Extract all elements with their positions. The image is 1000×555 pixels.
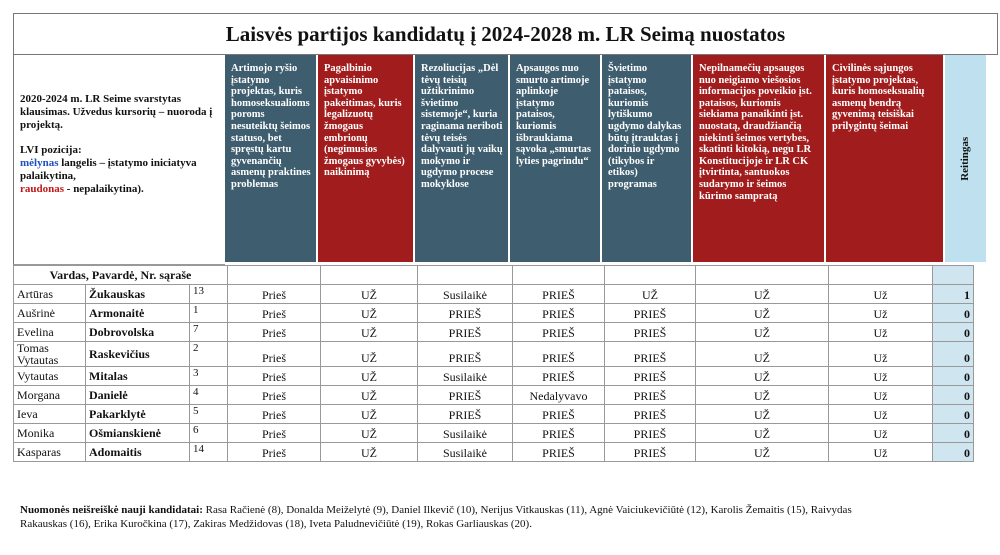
rating-cell: 0 xyxy=(933,443,974,462)
candidate-list-number: 6 xyxy=(190,424,228,443)
question-header-7[interactable]: Civilinės sąjungos įstatymo projektas, kuris homoseksualių asmenų bendrą gyvenimą teisiškai prilygintų šeimai xyxy=(826,55,943,262)
title-box xyxy=(13,13,998,55)
footer-text-1: Rasa Račienė (8), Donalda Meiželytė (9), Daniel Ilkevič (10), Nerijus Vitkauskas (11), Agnė Vaiciukevičiūtė (12), Karolis Žemaitis (15), Raivydas xyxy=(202,504,852,516)
candidate-last-name: Adomaitis xyxy=(86,443,190,462)
vote-cell: PRIEŠ xyxy=(513,342,605,367)
question-header-6[interactable]: Nepilnamečių apsaugos nuo neigiamo viešosios informacijos poveikio įst. pataisos, kuriomis siekiama panaikinti įst. nuostatą, draudžiančią niekinti šeimos vertybes, skatinti kitokią, negu LR Konstitucijoje ir LR CK įtvirtinta, santuokos sudarymo ir šeimos kūrimo sampratą xyxy=(693,55,824,262)
question-header-1[interactable]: Artimojo ryšio įstatymo projektas, kuris homoseksualioms poroms nesuteiktų šeimos statuso, bet spręstų kartu gyvenančių asmenų praktines problemas xyxy=(225,55,316,262)
vote-cell: UŽ xyxy=(605,285,696,304)
vote-cell: UŽ xyxy=(321,443,418,462)
vote-cell: Už xyxy=(829,342,933,367)
candidate-first-name: Tomas Vytautas xyxy=(14,342,86,367)
table-row xyxy=(14,386,974,405)
candidate-list-number: 1 xyxy=(190,304,228,323)
vote-cell: PRIEŠ xyxy=(513,323,605,342)
candidates-table xyxy=(13,265,974,462)
candidate-last-name: Žukauskas xyxy=(86,285,190,304)
vote-cell: Prieš xyxy=(228,304,321,323)
vote-cell: PRIEŠ xyxy=(513,367,605,386)
footer-label: Nuomonės neišreiškė nauji kandidatai: xyxy=(20,504,203,516)
rating-cell: 0 xyxy=(933,304,974,323)
names-header-row xyxy=(14,266,974,285)
page-title: Laisvės partijos kandidatų į 2024-2028 m. LR Seimą nuostatos xyxy=(225,21,786,46)
vote-cell: UŽ xyxy=(321,323,418,342)
question-header-5[interactable]: Švietimo įstatymo pataisos, kuriomis lytiškumo ugdymo dalykas būtų įtrauktas į dorinio ugdymo (tikybos ir etikos) programas xyxy=(602,55,691,262)
candidate-first-name: Monika xyxy=(14,424,86,443)
candidate-first-name: Vytautas xyxy=(14,367,86,386)
vote-cell: Susilaikė xyxy=(418,285,513,304)
vote-cell: Susilaikė xyxy=(418,367,513,386)
vote-cell: Prieš xyxy=(228,342,321,367)
vote-cell: UŽ xyxy=(696,323,829,342)
vote-cell: Už xyxy=(829,424,933,443)
vote-cell: UŽ xyxy=(696,367,829,386)
vote-cell: Nedalyvavo xyxy=(513,386,605,405)
vote-cell: UŽ xyxy=(696,285,829,304)
legend-blue-word: mėlynas xyxy=(20,157,59,169)
vote-cell: UŽ xyxy=(321,285,418,304)
vote-cell: PRIEŠ xyxy=(418,323,513,342)
candidate-first-name: Evelina xyxy=(14,323,86,342)
vote-cell: PRIEŠ xyxy=(605,342,696,367)
vote-cell: PRIEŠ xyxy=(605,443,696,462)
candidate-list-number: 5 xyxy=(190,405,228,424)
rating-header xyxy=(945,55,986,262)
rating-cell: 0 xyxy=(933,367,974,386)
document-frame xyxy=(13,13,1000,480)
rating-cell: 0 xyxy=(933,386,974,405)
vote-cell: PRIEŠ xyxy=(605,304,696,323)
vote-cell: UŽ xyxy=(696,424,829,443)
vote-cell: PRIEŠ xyxy=(513,285,605,304)
candidate-list-number: 3 xyxy=(190,367,228,386)
candidate-last-name: Ošmianskienė xyxy=(86,424,190,443)
candidate-first-name: Ieva xyxy=(14,405,86,424)
rating-label: Reitingas xyxy=(958,136,971,181)
table-row xyxy=(14,367,974,386)
vote-cell: PRIEŠ xyxy=(605,405,696,424)
vote-cell: PRIEŠ xyxy=(605,367,696,386)
vote-cell: Prieš xyxy=(228,386,321,405)
vote-cell: Už xyxy=(829,304,933,323)
footer-line-2: Rakauskas (16), Erika Kuročkina (17), Zakiras Medžidovas (18), Iveta Paludnevičiūtė (19), Rokas Garliauskas (20). xyxy=(20,518,532,530)
legend-label: LVI pozicija: xyxy=(20,144,82,156)
vote-cell: Prieš xyxy=(228,367,321,386)
rating-cell: 0 xyxy=(933,424,974,443)
vote-cell: UŽ xyxy=(696,304,829,323)
header-row xyxy=(13,55,998,265)
candidate-last-name: Raskevičius xyxy=(86,342,190,367)
question-header-2[interactable]: Pagalbinio apvaisinimo įstatymo pakeitimas, kuris legalizuotų žmogaus embrionų (negimusios žmogaus gyvybės) naikinimą xyxy=(318,55,413,262)
vote-cell: Už xyxy=(829,285,933,304)
vote-cell: PRIEŠ xyxy=(513,405,605,424)
table-row xyxy=(14,323,974,342)
vote-cell: UŽ xyxy=(321,342,418,367)
vote-cell: UŽ xyxy=(321,304,418,323)
table-row xyxy=(14,342,974,367)
vote-cell: Už xyxy=(829,386,933,405)
question-header-4[interactable]: Apsaugos nuo smurto artimoje aplinkoje įstatymo pataisos, kuriomis išbraukiama sąvoka „smurtas lyties pagrindu“ xyxy=(510,55,600,262)
legend-red-word: raudonas xyxy=(20,183,65,195)
vote-cell: PRIEŠ xyxy=(418,405,513,424)
vote-cell: UŽ xyxy=(696,386,829,405)
vote-cell: PRIEŠ xyxy=(605,386,696,405)
question-header-3[interactable]: Rezoliucijas „Dėl tėvų teisių užtikrinimo švietimo sistemoje“, kuria raginama neriboti tėvų teisės dalyvauti jų vaikų mokymo ir ugdymo procese mokyklose xyxy=(415,55,508,262)
vote-cell: Prieš xyxy=(228,285,321,304)
candidate-list-number: 7 xyxy=(190,323,228,342)
vote-cell: PRIEŠ xyxy=(513,424,605,443)
vote-cell: Susilaikė xyxy=(418,424,513,443)
candidate-list-number: 4 xyxy=(190,386,228,405)
legend xyxy=(20,144,221,196)
vote-cell: Už xyxy=(829,443,933,462)
vote-cell: Prieš xyxy=(228,443,321,462)
table-row xyxy=(14,424,974,443)
table-row xyxy=(14,285,974,304)
vote-cell: Už xyxy=(829,405,933,424)
vote-cell: UŽ xyxy=(321,386,418,405)
footer-note xyxy=(20,503,1000,531)
vote-cell: Prieš xyxy=(228,424,321,443)
vote-cell: PRIEŠ xyxy=(605,323,696,342)
candidate-list-number: 13 xyxy=(190,285,228,304)
legend-red-text: - nepalaikytina). xyxy=(64,183,144,195)
vote-cell: PRIEŠ xyxy=(605,424,696,443)
vote-cell: Susilaikė xyxy=(418,443,513,462)
vote-cell: UŽ xyxy=(321,405,418,424)
candidate-last-name: Armonaitė xyxy=(86,304,190,323)
names-header: Vardas, Pavardė, Nr. sąraše xyxy=(14,266,228,285)
candidate-first-name: Artūras xyxy=(14,285,86,304)
vote-cell: PRIEŠ xyxy=(418,342,513,367)
rating-cell: 0 xyxy=(933,342,974,367)
candidate-list-number: 2 xyxy=(190,342,228,367)
candidate-last-name: Mitalas xyxy=(86,367,190,386)
candidate-last-name: Dobrovolska xyxy=(86,323,190,342)
vote-cell: Už xyxy=(829,367,933,386)
intro-text xyxy=(13,55,225,265)
rating-cell: 1 xyxy=(933,285,974,304)
vote-cell: PRIEŠ xyxy=(418,386,513,405)
candidate-first-name: Kasparas xyxy=(14,443,86,462)
vote-cell: UŽ xyxy=(321,367,418,386)
vote-cell: UŽ xyxy=(321,424,418,443)
rating-cell: 0 xyxy=(933,405,974,424)
vote-cell: UŽ xyxy=(696,342,829,367)
candidate-last-name: Danielė xyxy=(86,386,190,405)
vote-cell: Prieš xyxy=(228,405,321,424)
intro-line: 2020-2024 m. LR Seime svarstytas klausimas. Užvedus kursorių – nuoroda į projektą. xyxy=(20,93,213,131)
vote-cell: UŽ xyxy=(696,405,829,424)
vote-cell: UŽ xyxy=(696,443,829,462)
table-row xyxy=(14,304,974,323)
candidate-list-number: 14 xyxy=(190,443,228,462)
candidate-first-name: Aušrinė xyxy=(14,304,86,323)
footer-line-1 xyxy=(20,503,1000,517)
vote-cell: PRIEŠ xyxy=(513,304,605,323)
candidate-first-name: Morgana xyxy=(14,386,86,405)
vote-cell: PRIEŠ xyxy=(513,443,605,462)
table-row xyxy=(14,443,974,462)
vote-cell: Už xyxy=(829,323,933,342)
candidate-last-name: Pakarklytė xyxy=(86,405,190,424)
rating-cell: 0 xyxy=(933,323,974,342)
legend-blue-text: langelis – įstatymo iniciatyva palaikytina, xyxy=(20,157,197,182)
table-row xyxy=(14,405,974,424)
vote-cell: PRIEŠ xyxy=(418,304,513,323)
vote-cell: Prieš xyxy=(228,323,321,342)
